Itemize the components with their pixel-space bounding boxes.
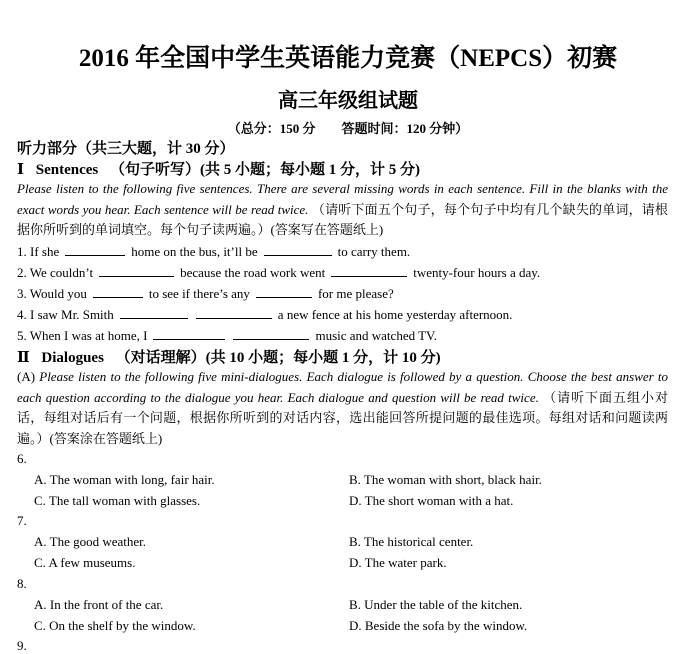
part2-roman: Ⅱ (17, 350, 30, 366)
question-7-number: 7. (17, 513, 27, 528)
part2-heading (17, 346, 441, 367)
q7-option-b[interactable]: B. The historical center. (349, 534, 474, 549)
sentence-4-part-a: 4. I saw Mr. Smith (17, 307, 114, 322)
blank[interactable] (93, 285, 143, 298)
blank[interactable] (233, 327, 309, 340)
blank[interactable] (256, 285, 312, 298)
sentence-2-part-b: because the road work went (180, 265, 326, 280)
sentence-3-part-b: to see if there’s any (148, 286, 250, 301)
sentence-2-part-a: 2. We couldn’t (17, 265, 94, 280)
part1-roman: Ⅰ (17, 162, 25, 178)
q8-option-c[interactable]: C. On the shelf by the window. (34, 618, 196, 633)
exam-meta (0, 118, 696, 137)
blank[interactable] (264, 243, 332, 256)
total-score: （总分：150 分 (227, 121, 316, 136)
blank[interactable] (99, 264, 174, 277)
sentence-4 (17, 306, 512, 323)
sentence-5 (17, 327, 437, 344)
q6-option-b[interactable]: B. The woman with short, black hair. (349, 472, 542, 487)
sentence-5-part-a: 5. When I was at home, I (17, 328, 148, 343)
part1-instr-cn: （请听下面五个句子，每个句子中均有几个缺失的单词，请根据你所听到的单词填空。每个句子读两遍。）(答案写在答题纸上) (17, 201, 669, 238)
blank[interactable] (153, 327, 225, 340)
sentence-4-part-b: a new fence at his home yesterday afternoon. (277, 307, 513, 322)
blank[interactable] (120, 306, 188, 319)
sentence-3 (17, 285, 394, 302)
sentence-2 (17, 264, 540, 281)
question-9-number: 9. (17, 638, 27, 653)
question-8-number: 8. (17, 576, 27, 591)
part2-name: Dialogues (41, 350, 104, 366)
q6-option-a[interactable]: A. The woman with long, fair hair. (34, 472, 215, 487)
sentence-1-part-b: home on the bus, it’ll be (131, 244, 258, 259)
sentence-1 (17, 243, 410, 260)
listening-heading: 听力部分（共三大题，计 30 分） (17, 141, 235, 157)
q7-option-c[interactable]: C. A few museums. (34, 555, 136, 570)
part1-heading (17, 158, 420, 179)
sentence-2-part-c: twenty-four hours a day. (413, 265, 541, 280)
part2-label: (A) (17, 369, 36, 384)
part1-instructions (17, 179, 668, 241)
q8-option-a[interactable]: A. In the front of the car. (34, 597, 164, 612)
blank[interactable] (331, 264, 407, 277)
exam-subtitle: 高三年级组试题 (278, 90, 418, 112)
q6-option-c[interactable]: C. The tall woman with glasses. (34, 493, 201, 508)
blank[interactable] (196, 306, 272, 319)
sentence-1-part-a: 1. If she (17, 244, 60, 259)
part2-instr-cn: （请听下面五组小对话，每组对话后有一个问题，根据你所听到的对话内容，选出能回答所提问题的最佳选项。每组对话和问题读两遍。）(答案涂在答题纸上) (17, 389, 668, 447)
sentence-3-part-a: 3. Would you (17, 286, 87, 301)
q6-option-d[interactable]: D. The short woman with a hat. (349, 493, 514, 508)
part2-desc: （对话理解）(共 10 小题；每小题 1 分，计 10 分) (115, 350, 441, 366)
q7-option-d[interactable]: D. The water park. (349, 555, 447, 570)
q8-option-b[interactable]: B. Under the table of the kitchen. (349, 597, 523, 612)
sentence-3-part-c: for me please? (317, 286, 394, 301)
part1-instr-en: Please listen to the following five sentences. There are several missing words in each sentence. Fill in the blanks with the exact words you hear. Each sentence will be read twice. (17, 181, 668, 217)
blank[interactable] (65, 243, 125, 256)
q7-option-a[interactable]: A. The good weather. (34, 534, 147, 549)
part1-name: Sentences (35, 162, 99, 178)
part1-desc: （句子听写）(共 5 小题；每小题 1 分，计 5 分) (110, 162, 421, 178)
part2-instructions (17, 367, 668, 450)
question-6-number: 6. (17, 451, 27, 466)
sentence-1-part-c: to carry them. (337, 244, 411, 259)
exam-title: 2016 年全国中学生英语能力竞赛（NEPCS）初赛 (78, 45, 618, 72)
q8-option-d[interactable]: D. Beside the sofa by the window. (349, 618, 528, 633)
sentence-5-part-b: music and watched TV. (315, 328, 438, 343)
answer-time: 答题时间：120 分钟） (341, 121, 469, 136)
part2-instr-en: Please listen to the following five mini-dialogues. Each dialogue is followed by a question. Choose the best answer to each question according to the dialogue you hear. Each dialogue and question will be read twice. (17, 369, 669, 405)
